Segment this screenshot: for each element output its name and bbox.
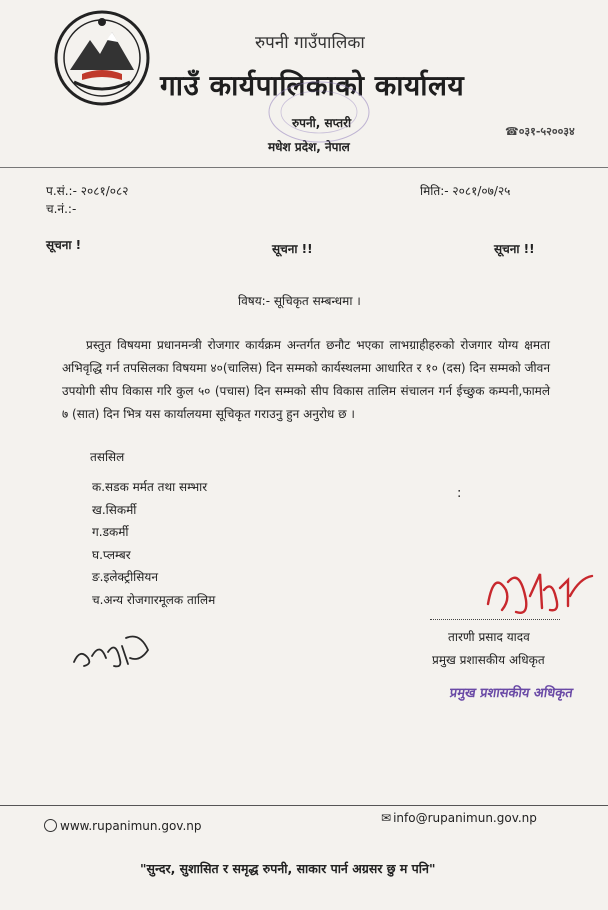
office-seal-icon bbox=[264, 78, 374, 146]
globe-icon bbox=[44, 819, 57, 832]
list-item: क.सडक मर्मत तथा सम्भार bbox=[92, 480, 208, 494]
list-mark: : bbox=[457, 486, 462, 501]
footer-divider bbox=[0, 805, 608, 806]
list-item: च.अन्य रोजगारमूलक तालिम bbox=[92, 592, 216, 607]
letter-date: मिति:- २०८१/०७/२५ bbox=[420, 184, 511, 198]
letter-subject: विषय:- सूचिकृत सम्बन्धमा । bbox=[238, 294, 361, 308]
signature-icon bbox=[480, 560, 600, 624]
letter-body bbox=[62, 334, 550, 426]
list-item: ङ.इलेक्ट्रीसियन bbox=[92, 570, 159, 584]
training-list bbox=[92, 476, 215, 611]
notice-left: सूचना ! bbox=[46, 238, 82, 252]
office-province: मधेश प्रदेश, नेपाल bbox=[268, 140, 350, 154]
details-label: तससिल bbox=[90, 450, 125, 464]
dispatch-number: च.नं.:- bbox=[46, 202, 77, 216]
signature-line bbox=[430, 619, 560, 620]
list-item: ख.सिकर्मी bbox=[92, 502, 137, 517]
footer-website-text[interactable]: www.rupanimun.gov.np bbox=[60, 819, 202, 833]
footer-email[interactable] bbox=[381, 811, 537, 825]
list-item: घ.प्लम्बर bbox=[92, 547, 131, 562]
initials-icon bbox=[70, 628, 154, 672]
government-emblem-icon bbox=[52, 8, 152, 108]
office-name: गाउँ कार्यपालिकाको कार्यालय bbox=[160, 69, 465, 102]
municipality-name: रुपनी गाउँपालिका bbox=[255, 33, 365, 53]
office-location: रुपनी, सप्तरी bbox=[292, 116, 352, 130]
signatory-name: तारणी प्रसाद यादव bbox=[448, 630, 530, 644]
notice-right: सूचना !! bbox=[494, 242, 535, 256]
letter-body-text: प्रस्तुत विषयमा प्रधानमन्त्री रोजगार कार्यक्रम अन्तर्गत छनौट भएका लाभग्राहीहरुको रोजगार योग्य क्षमता अभिवृद्धि गर्न तपसिलका विषयमा ४०(चालिस) दिन सम्मको कार्यस्थलमा आधारित र १० (दस) दिन सम्मको जीवन उपयोगी सीप विकास गरि कुल ५० (पचास) दिन सम्मको सीप विकास तालिम संचालन गर्न ईच्छुक कम्पनी,फामले ७ (सात) दिन भित्र यस कार्यालयमा सूचिकृत गराउनु हुन अनुरोध छ । bbox=[62, 338, 550, 421]
footer-website[interactable] bbox=[44, 819, 202, 833]
officer-stamp: प्रमुख प्रशासकीय अधिकृत bbox=[448, 686, 574, 701]
footer-slogan: "सुन्दर, सुशासित र समृद्ध रुपनी, साकार पार्न अग्रसर छु म पनि" bbox=[140, 861, 436, 876]
notice-center: सूचना !! bbox=[272, 242, 313, 256]
signatory-title: प्रमुख प्रशासकीय अधिकृत bbox=[432, 653, 545, 667]
footer-email-text[interactable]: info@rupanimun.gov.np bbox=[393, 811, 537, 825]
header-divider bbox=[0, 167, 608, 168]
mail-icon: ✉ bbox=[381, 811, 392, 825]
letter-number: प.सं.:- २०८१/०८२ bbox=[46, 184, 129, 198]
list-item: ग.डकर्मी bbox=[92, 525, 129, 539]
office-phone: ☎०३१-५२००३४ bbox=[505, 125, 575, 138]
